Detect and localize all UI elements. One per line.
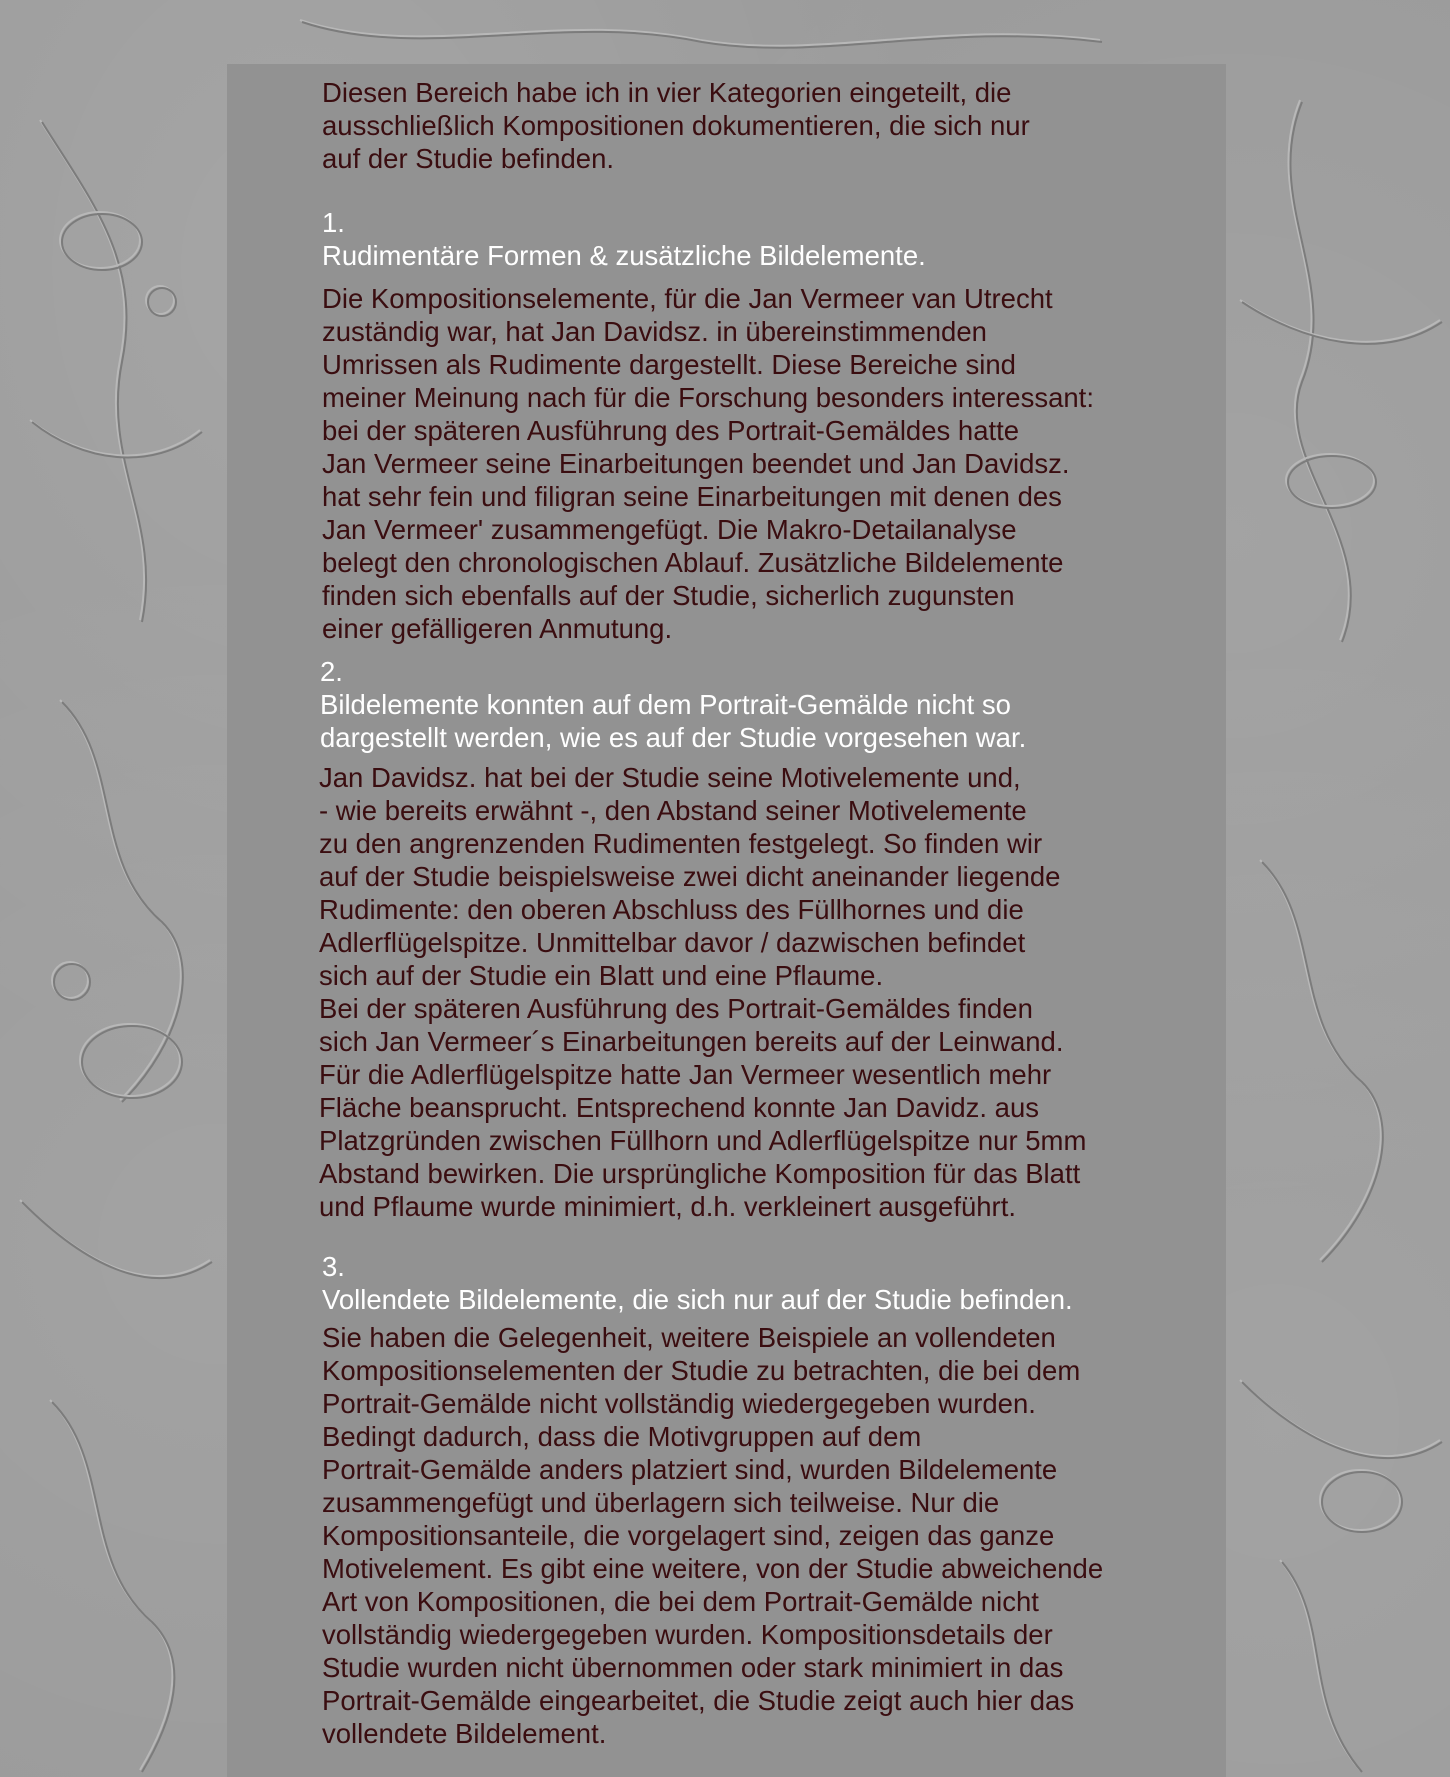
body-line: belegt den chronologischen Ablauf. Zusätzliche Bildelemente [322,547,1064,578]
body-line: Jan Vermeer' zusammengefügt. Die Makro-Detailanalyse [322,514,1017,545]
intro-line: Diesen Bereich habe ich in vier Kategorien eingeteilt, die [322,77,1012,108]
section-1-title: Rudimentäre Formen & zusätzliche Bildelemente. [322,240,926,271]
body-line: zusammengefügt und überlagern sich teilweise. Nur die [322,1487,1000,1518]
section-2-body [319,761,1086,1223]
body-line: - wie bereits erwähnt -, den Abstand seiner Motivelemente [319,795,1027,826]
body-line: sich Jan Vermeer´s Einarbeitungen bereits auf der Leinwand. [319,1026,1064,1057]
body-line: Jan Vermeer seine Einarbeitungen beendet und Jan Davidsz. [322,448,1070,479]
body-line: sich auf der Studie ein Blatt und eine Pflaume. [319,960,884,991]
section-3-title: Vollendete Bildelemente, die sich nur auf der Studie befinden. [322,1284,1073,1315]
body-line: vollständig wiedergegeben wurden. Kompositionsdetails der [322,1619,1053,1650]
section-3-number: 3. [322,1251,345,1282]
section-1-number: 1. [322,207,345,238]
intro-line: auf der Studie befinden. [322,143,615,174]
body-line: finden sich ebenfalls auf der Studie, sicherlich zugunsten [322,580,1015,611]
section-2-heading [320,655,1026,754]
body-line: auf der Studie beispielsweise zwei dicht aneinander liegende [319,861,1061,892]
body-line: Sie haben die Gelegenheit, weitere Beispiele an vollendeten [322,1322,1056,1353]
body-line: Portrait-Gemälde anders platziert sind, wurden Bildelemente [322,1454,1058,1485]
body-line: Bei der späteren Ausführung des Portrait-Gemäldes finden [319,993,1033,1024]
body-line: meiner Meinung nach für die Forschung besonders interessant: [322,382,1094,413]
body-line: Platzgründen zwischen Füllhorn und Adlerflügelspitze nur 5mm [319,1125,1087,1156]
section-2-number: 2. [320,656,343,687]
body-line: Portrait-Gemälde eingearbeitet, die Studie zeigt auch hier das [322,1685,1075,1716]
body-line: hat sehr fein und filigran seine Einarbeitungen mit denen des [322,481,1062,512]
body-line: Adlerflügelspitze. Unmittelbar davor / dazwischen befindet [319,927,1026,958]
body-line: Portrait-Gemälde nicht vollständig wiedergegeben wurden. [322,1388,1036,1419]
body-line: Jan Davidsz. hat bei der Studie seine Motivelemente und, [319,762,1021,793]
body-line: und Pflaume wurde minimiert, d.h. verkleinert ausgeführt. [319,1191,1016,1222]
body-line: Die Kompositionselemente, für die Jan Vermeer van Utrecht [322,283,1053,314]
body-line: zuständig war, hat Jan Davidsz. in übereinstimmenden [322,316,987,347]
body-line: Abstand bewirken. Die ursprüngliche Komposition für das Blatt [319,1158,1081,1189]
body-line: einer gefälligeren Anmutung. [322,613,673,644]
body-line: Kompositionselementen der Studie zu betrachten, die bei dem [322,1355,1081,1386]
section-1-body [322,282,1094,645]
body-line: Art von Kompositionen, die bei dem Portrait-Gemälde nicht [322,1586,1039,1617]
intro-line: ausschließlich Kompositionen dokumentieren, die sich nur [322,110,1030,141]
section-2-title-line: dargestellt werden, wie es auf der Studie vorgesehen war. [320,722,1027,753]
body-line: Studie wurden nicht übernommen oder stark minimiert in das [322,1652,1064,1683]
body-line: zu den angrenzenden Rudimenten festgelegt. So finden wir [319,828,1043,859]
section-3-heading [322,1250,1073,1316]
section-2-title-line: Bildelemente konnten auf dem Portrait-Gemälde nicht so [320,689,1011,720]
body-line: bei der späteren Ausführung des Portrait-Gemäldes hatte [322,415,1020,446]
body-line: Umrissen als Rudimente dargestellt. Diese Bereiche sind [322,349,1016,380]
body-line: Fläche beansprucht. Entsprechend konnte Jan Davidz. aus [319,1092,1040,1123]
body-line: Motivelement. Es gibt eine weitere, von der Studie abweichende [322,1553,1104,1584]
body-line: vollendete Bildelement. [322,1718,607,1749]
section-1-heading [322,206,926,272]
intro-paragraph [322,76,1030,175]
body-line: Bedingt dadurch, dass die Motivgruppen auf dem [322,1421,922,1452]
section-3-body [322,1321,1103,1750]
body-line: Rudimente: den oberen Abschluss des Füllhornes und die [319,894,1024,925]
body-line: Kompositionsanteile, die vorgelagert sind, zeigen das ganze [322,1520,1055,1551]
body-line: Für die Adlerflügelspitze hatte Jan Vermeer wesentlich mehr [319,1059,1052,1090]
